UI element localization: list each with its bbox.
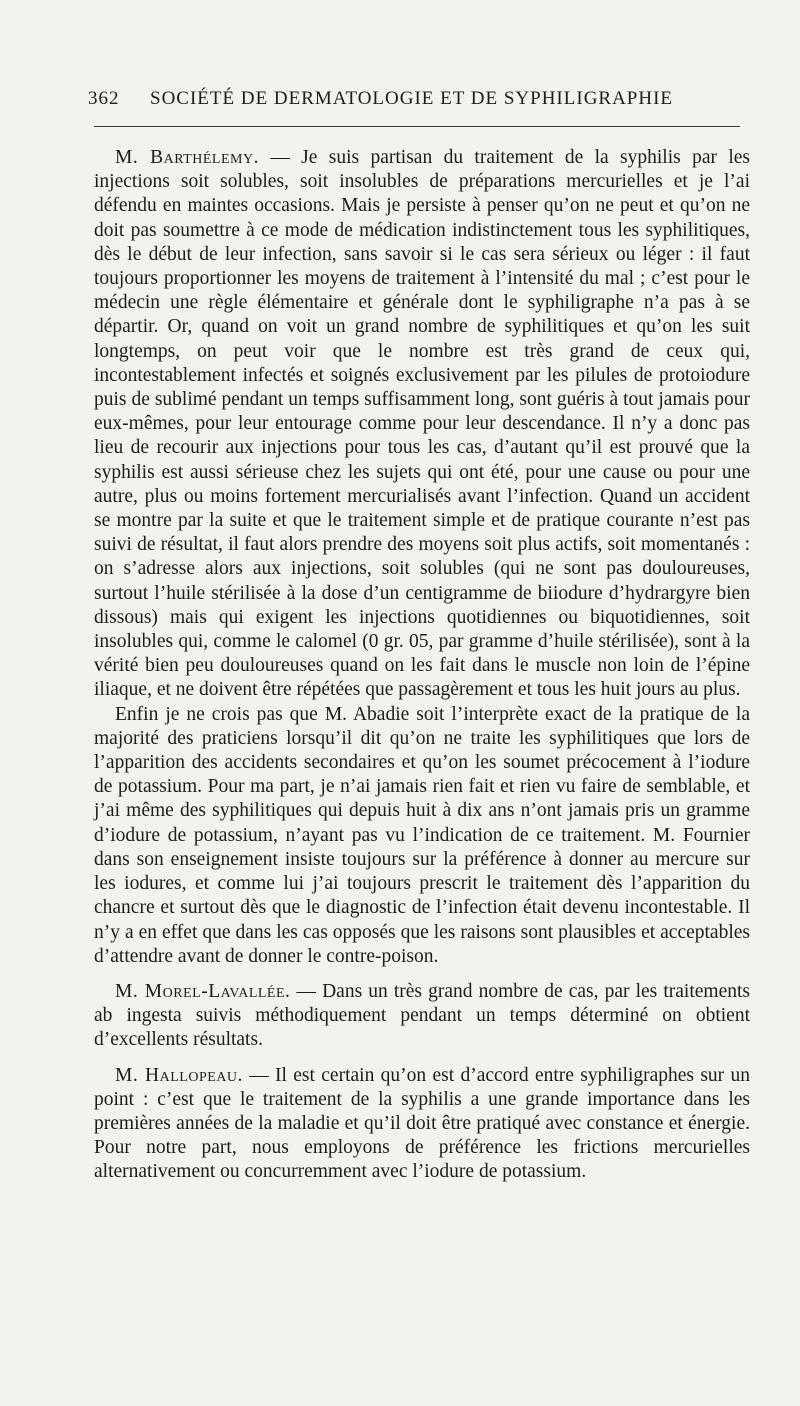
page-header: [88, 88, 710, 116]
running-head: SOCIÉTÉ DE DERMATOLOGIE ET DE SYPHILIGRAPHIE: [150, 88, 674, 109]
paragraph-barthelemy: [94, 146, 750, 703]
paragraph-text: — Je suis partisan du traitement de la syphilis par les injections soit solubles, soit insolubles de préparations mercurielles et je l’ai défendu en maintes occasions. Mais je persiste à penser qu’on ne peut et qu’on ne doit pas soumettre à ce mode de médication indistinctement tous les syphilitiques, dès le début de leur infection, sans savoir si le cas sera sérieux ou léger : il faut toujours proportionner les moyens de traitement à l’intensité du mal ; c’est pour le médecin une règle élémentaire et générale dont le syphiligraphe n’a pas à se départir. Or, quand on voit un grand nombre de syphilitiques et qu’on les suit longtemps, on peut voir que le nombre est très grand de ceux qui, incontestablement infectés et soignés exclusivement par les pilules de protoiodure puis de sublimé pendant un temps suffisamment long, sont guéris à tout jamais pour eux-mêmes, pour leur entourage comme pour leur descendance. Il n’y a donc pas lieu de recourir aux injections pour tous les cas, d’autant qu’il est prouvé que la syphilis est aussi sérieuse chez les sujets qui ont été, pour une cause ou pour une autre, plus ou moins fortement mercurialisés avant l’infection. Quand un accident se montre par la suite et que le traitement simple et de pratique courante n’est pas suivi de résultat, il faut alors prendre des moyens soit plus actifs, soit momentanés : on s’adresse alors aux injections, soit solubles (qui ne sont pas douloureuses, surtout l’huile stérilisée à la dose d’un centigramme de biiodure d’hydrargyre bien dissous) mais qui exigent les injections quotidiennes ou biquotidiennes, soit insolubles qui, comme le calomel (0 gr. 05, par gramme d’huile stérilisée), sont à la vérité bien peu douloureuses quand on les fait dans le muscle non loin de l’épine iliaque, et ne doivent être répétées que passagèrement et tous les huit jours au plus.: [94, 147, 750, 701]
page-number: 362: [88, 88, 120, 109]
speaker-name: M. Hallopeau.: [115, 1064, 243, 1086]
paragraph-abadie-reply: [94, 703, 750, 969]
paragraph-text: — Il est certain qu’on est d’accord entre syphiligraphes sur un point : c’est que le traitement de la syphilis a une grande importance dans les premières années de la maladie et qu’il doit être pratiqué avec constance et énergie. Pour notre part, nous employons de préférence les frictions mercurielles alternativement ou concurremment avec l’iodure de potassium.: [94, 1064, 750, 1183]
speaker-name: M. Morel-Lavallée.: [115, 980, 291, 1002]
paragraph-morel-lavallee: [94, 980, 750, 1053]
speaker-name: M. Barthélemy.: [115, 147, 259, 168]
header-rule: [94, 126, 740, 127]
paragraph-text: Enfin je ne crois pas que M. Abadie soit l’interprète exact de la pratique de la majorité des praticiens lorsqu’il dit qu’on ne traite les syphilitiques que lors de l’apparition des accidents secondaires et qu’on les soumet précocement à l’iodure de potassium. Pour ma part, je n’ai jamais rien fait et rien vu faire de semblable, et j’ai même des syphilitiques qui depuis huit à dix ans n’ont jamais pris un gramme d’iodure de potassium, n’ayant pas vu l’indication de ce traitement. M. Fournier dans son enseignement insiste toujours sur la préférence à donner au mercure sur les iodures, et comme lui j’ai toujours prescrit le traitement dès l’apparition du chancre et surtout dès que le diagnostic de l’infection était devenu incontestable. Il n’y a en effet que dans les cas opposés que les raisons sont plausibles et acceptables d’attendre avant de donner le contre-poison.: [94, 703, 750, 967]
body-text: [94, 146, 750, 1185]
paragraph-text: — Dans un très grand nombre de cas, par les traitements ab ingesta suivis méthodiquement pendant un temps déterminé on obtient d’excellents résultats.: [94, 980, 750, 1051]
paragraph-hallopeau: [94, 1064, 750, 1185]
